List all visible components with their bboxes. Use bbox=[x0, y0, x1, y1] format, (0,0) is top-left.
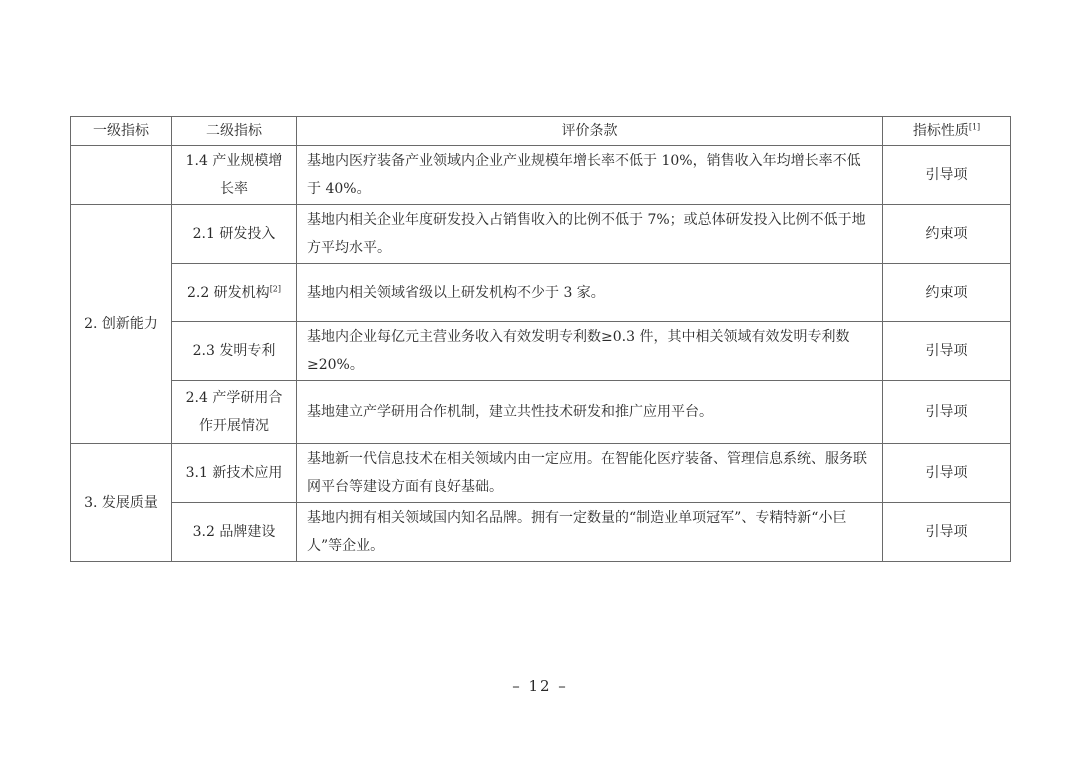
footnote-marker-2: [2] bbox=[269, 283, 282, 293]
level1-cell-innovation: 2. 创新能力 bbox=[71, 205, 172, 444]
nature-cell: 引导项 bbox=[883, 322, 1011, 381]
level2-cell: 2.3 发明专利 bbox=[172, 322, 297, 381]
header-evaluation-criteria: 评价条款 bbox=[297, 117, 883, 146]
level2-cell: 1.4 产业规模增长率 bbox=[172, 146, 297, 205]
table-header-row bbox=[71, 117, 1011, 146]
table-row bbox=[71, 264, 1011, 322]
evaluation-criteria-table bbox=[70, 116, 1011, 562]
nature-cell: 引导项 bbox=[883, 503, 1011, 562]
nature-cell: 引导项 bbox=[883, 146, 1011, 205]
table-row bbox=[71, 322, 1011, 381]
level2-cell: 2.4 产学研用合作开展情况 bbox=[172, 381, 297, 444]
criteria-cell: 基地建立产学研用合作机制，建立共性技术研发和推广应用平台。 bbox=[297, 381, 883, 444]
criteria-cell: 基地内相关企业年度研发投入占销售收入的比例不低于 7%；或总体研发投入比例不低于地方平均水平。 bbox=[297, 205, 883, 264]
criteria-cell: 基地内相关领域省级以上研发机构不少于 3 家。 bbox=[297, 264, 883, 322]
criteria-cell: 基地新一代信息技术在相关领域内由一定应用。在智能化医疗装备、管理信息系统、服务联网平台等建设方面有良好基础。 bbox=[297, 444, 883, 503]
table-row bbox=[71, 146, 1011, 205]
header-indicator-nature bbox=[883, 117, 1011, 146]
nature-cell: 引导项 bbox=[883, 381, 1011, 444]
nature-cell: 约束项 bbox=[883, 264, 1011, 322]
level2-cell bbox=[172, 264, 297, 322]
table-row bbox=[71, 444, 1011, 503]
level2-text: 2.2 研发机构 bbox=[186, 284, 270, 301]
level2-cell: 2.1 研发投入 bbox=[172, 205, 297, 264]
criteria-cell: 基地内医疗装备产业领域内企业产业规模年增长率不低于 10%，销售收入年均增长率不低于 40%。 bbox=[297, 146, 883, 205]
table-row bbox=[71, 381, 1011, 444]
table-row bbox=[71, 205, 1011, 264]
level1-cell-quality: 3. 发展质量 bbox=[71, 444, 172, 562]
table-row bbox=[71, 503, 1011, 562]
level1-cell-empty bbox=[71, 146, 172, 205]
level2-cell: 3.1 新技术应用 bbox=[172, 444, 297, 503]
criteria-cell: 基地内企业每亿元主营业务收入有效发明专利数≥0.3 件，其中相关领域有效发明专利数≥20%。 bbox=[297, 322, 883, 381]
nature-cell: 约束项 bbox=[883, 205, 1011, 264]
page-number: – 12 – bbox=[512, 677, 568, 695]
nature-cell: 引导项 bbox=[883, 444, 1011, 503]
criteria-cell: 基地内拥有相关领域国内知名品牌。拥有一定数量的“制造业单项冠军”、专精特新“小巨人”等企业。 bbox=[297, 503, 883, 562]
footnote-marker-1: [1] bbox=[968, 122, 981, 132]
header-nature-text: 指标性质 bbox=[912, 123, 969, 139]
header-level2-indicator: 二级指标 bbox=[172, 117, 297, 146]
header-level1-indicator: 一级指标 bbox=[71, 117, 172, 146]
level2-cell: 3.2 品牌建设 bbox=[172, 503, 297, 562]
